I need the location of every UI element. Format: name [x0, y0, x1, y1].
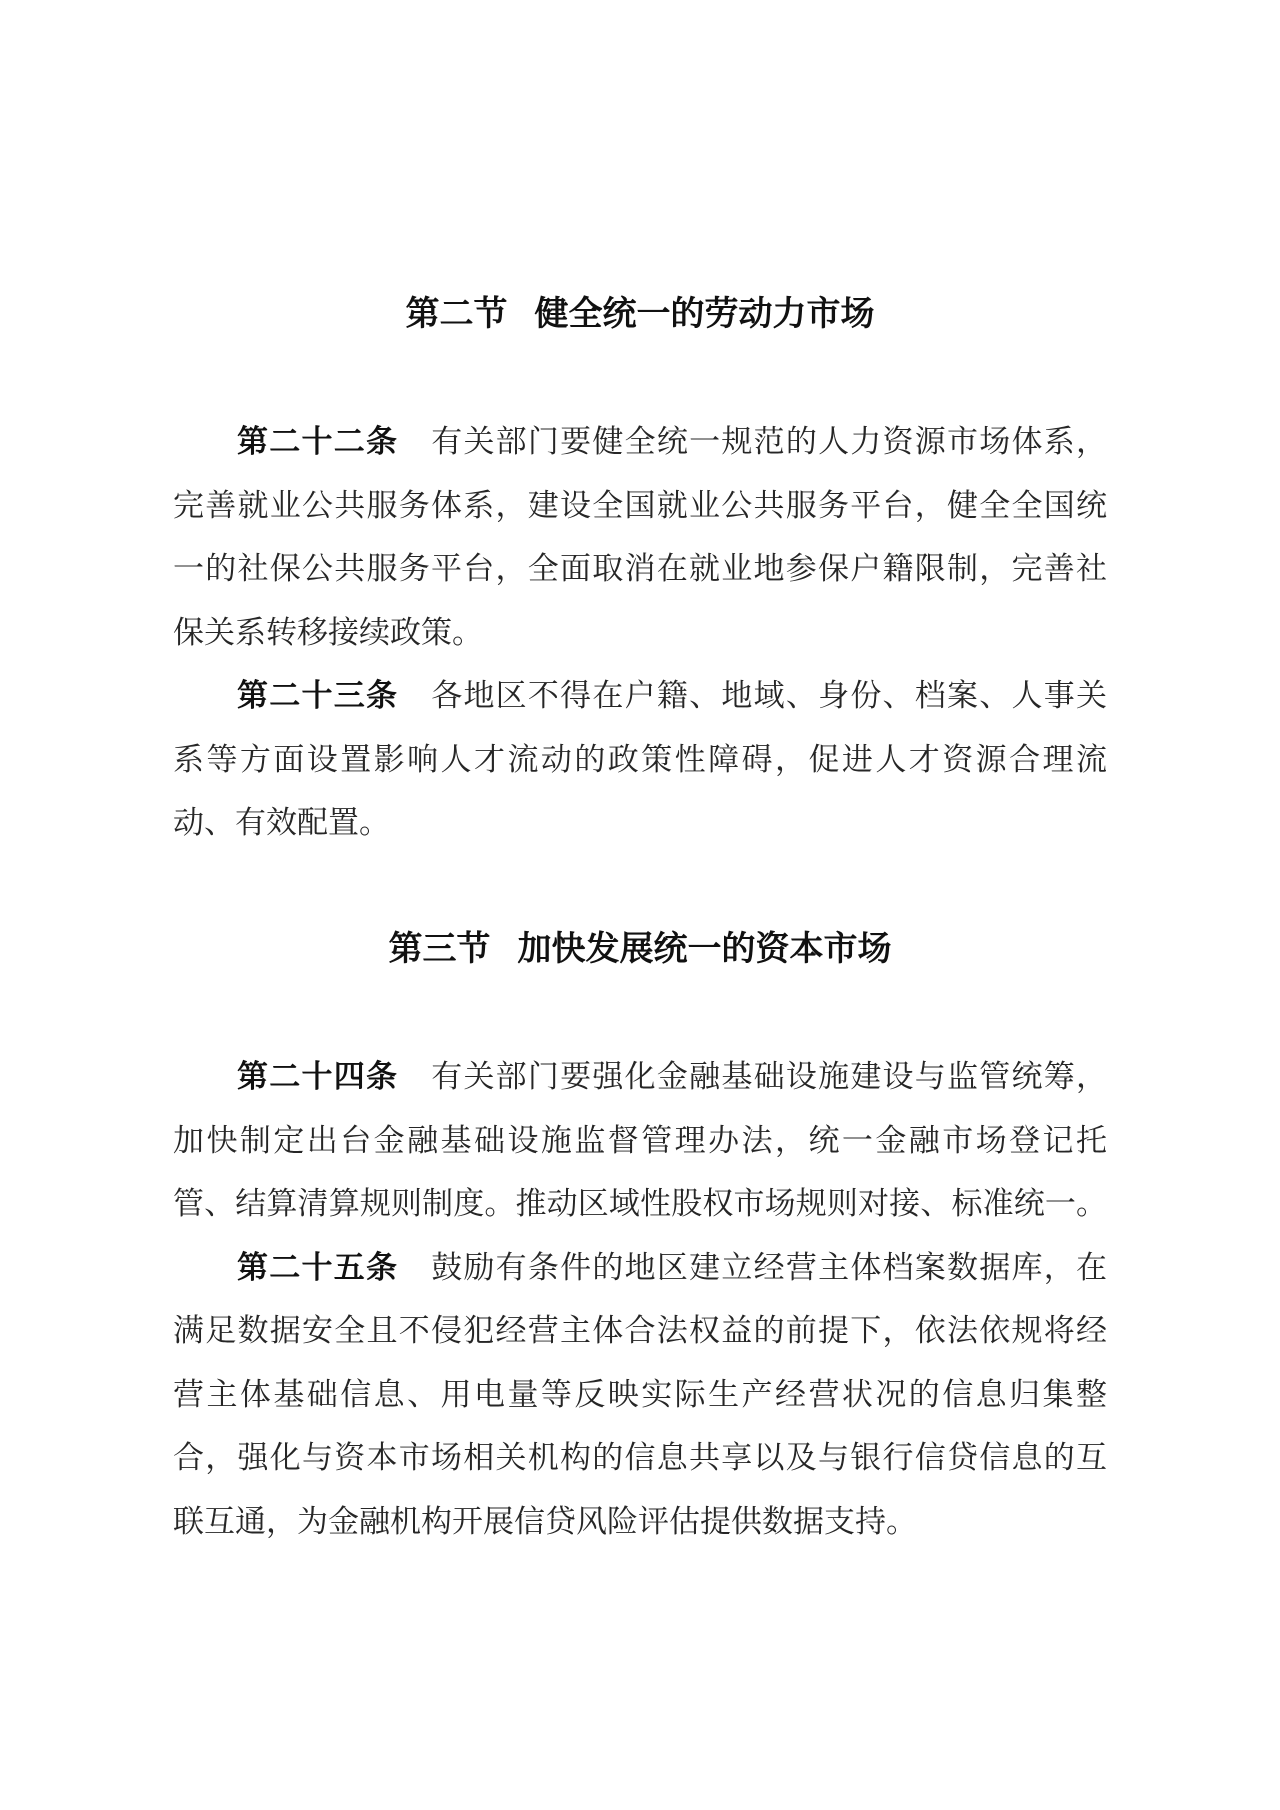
- article-number-label: 第二十四条: [237, 1059, 399, 1094]
- article-paragraph: [173, 410, 1107, 664]
- text-line: 加快制定出台金融基础设施监督管理办法，统一金融市场登记托: [173, 1122, 1107, 1158]
- article-number-label: 第二十五条: [237, 1249, 399, 1285]
- article-paragraph: [173, 1045, 1107, 1236]
- text-line: 营主体基础信息、用电量等反映实际生产经营状况的信息归集整: [173, 1376, 1107, 1412]
- text-line: 完善就业公共服务体系，建设全国就业公共服务平台，健全全国统: [173, 487, 1107, 523]
- text-run: 鼓励有条件的地区建立经营主体档案数据库，在: [431, 1249, 1108, 1285]
- text-line: 动、有效配置。: [173, 805, 390, 840]
- text-run: 各地区不得在户籍、地域、身份、档案、人事关: [431, 678, 1108, 713]
- text-line: 联互通，为金融机构开展信贷风险评估提供数据支持。: [173, 1503, 917, 1539]
- text-line: 一的社保公共服务平台，全面取消在就业地参保户籍限制，完善社: [173, 551, 1107, 586]
- text-line: [173, 410, 1107, 474]
- text-line: 保关系转移接续政策。: [173, 614, 483, 650]
- section-number: 第三节: [388, 930, 491, 968]
- text-run: 有关部门要健全统一规范的人力资源市场体系，: [431, 424, 1108, 459]
- section-title: 健全统一的劳动力市场: [534, 295, 875, 333]
- section-heading: [173, 918, 1107, 982]
- text-line: [173, 1045, 1107, 1109]
- text-run: 有关部门要强化金融基础设施建设与监管统筹，: [431, 1059, 1108, 1094]
- text-line: 满足数据安全且不侵犯经营主体合法权益的前提下，依法依规将经: [173, 1313, 1107, 1348]
- text-line: [173, 1236, 1107, 1300]
- article-paragraph: [173, 664, 1107, 855]
- article-paragraph: [173, 1236, 1107, 1554]
- text-line: 合，强化与资本市场相关机构的信息共享以及与银行信贷信息的互: [173, 1440, 1107, 1475]
- section-title: 加快发展统一的资本市场: [517, 930, 892, 968]
- section-number: 第二节: [405, 295, 508, 333]
- section-heading: [173, 283, 1107, 347]
- text-line: 管、结算清算规则制度。推动区域性股权市场规则对接、标准统一。: [173, 1186, 1107, 1221]
- text-line: [173, 664, 1107, 728]
- article-number-label: 第二十二条: [237, 424, 399, 459]
- text-line: 系等方面设置影响人才流动的政策性障碍，促进人才资源合理流: [173, 741, 1107, 777]
- article-number-label: 第二十三条: [237, 678, 399, 713]
